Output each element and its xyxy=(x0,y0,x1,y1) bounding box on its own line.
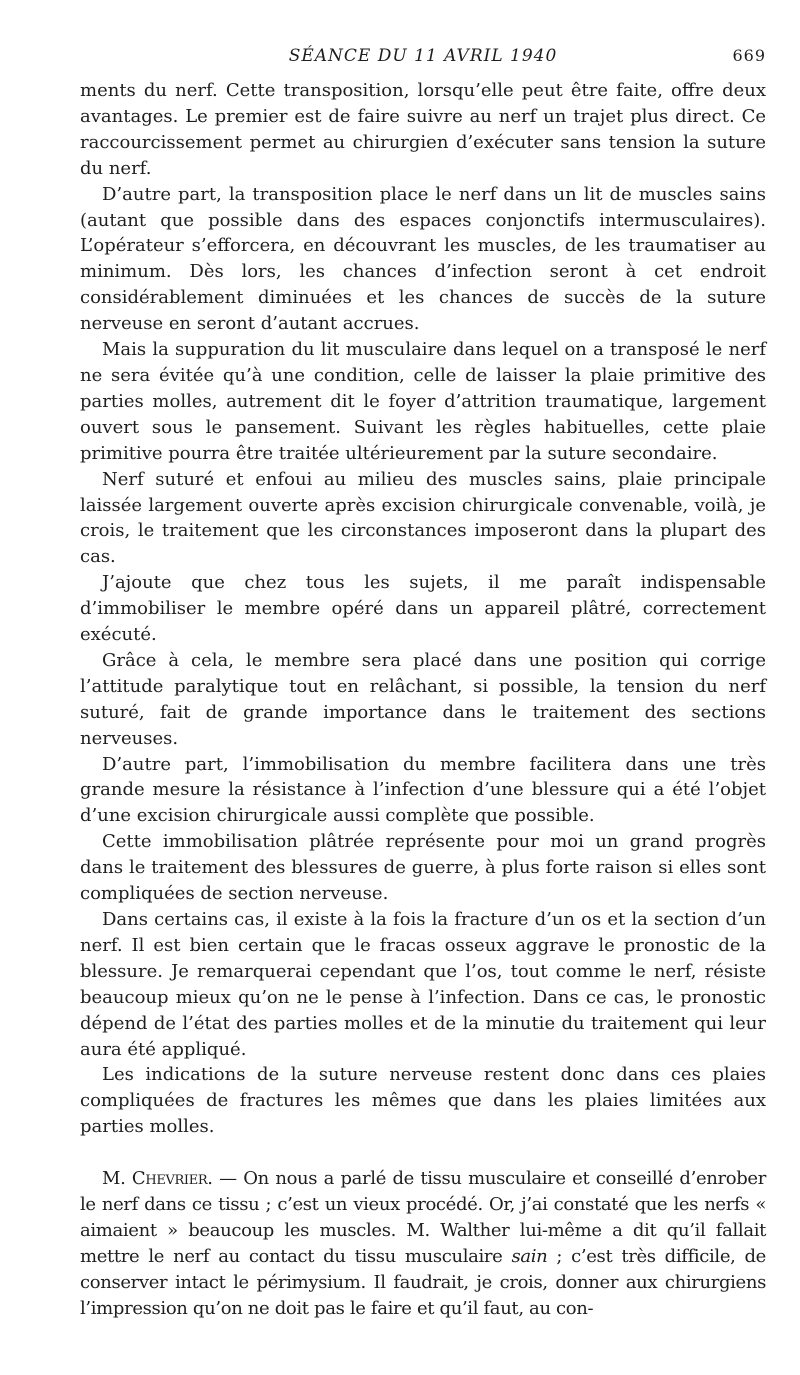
document-page xyxy=(80,36,766,1322)
paragraph: Les indications de la suture nerveuse restent donc dans ces plaies compliquées de fractures les mêmes que dans les plaies limitées aux parties molles. xyxy=(80,1064,766,1138)
paragraph: ments du nerf. Cette transposition, lorsqu’elle peut être faite, offre deux avantages. Le premier est de faire suivre au nerf un trajet plus direct. Ce raccourcissement permet au chirurgien d’exécuter sans tension la suture du nerf. xyxy=(80,80,766,179)
chevrier-text-part-2: ; c’est très difficile, de conserver intact le périmysium. Il faudrait, je crois, donner aux chirurgiens l’impression qu’on ne doit pas le faire et qu’il faut, au con- xyxy=(80,1245,766,1319)
running-title: SÉANCE DU 11 AVRIL 1940 xyxy=(288,46,558,66)
chevrier-text-part-1: — On nous a parlé de tissu musculaire et conseillé d’enrober le nerf dans ce tissu ; c’est un vieux procédé. Or, j’ai constaté que les nerfs « aimaient » beaucoup les muscles. M. Walther lui-même a dit qu’il fallait mettre le nerf au contact du tissu musculaire xyxy=(80,1168,766,1267)
section-spacer xyxy=(80,1140,766,1166)
running-header xyxy=(80,36,766,78)
paragraph: Nerf suturé et enfoui au milieu des muscles sains, plaie principale laissée largement ouverte après excision chirurgicale convenable, voilà, je crois, le traitement que les circonstances imposeront dans la plupart des cas. xyxy=(80,468,766,568)
paragraph: Grâce à cela, le membre sera placé dans une position qui corrige l’attitude paralytique tout en relâchant, si possible, la tension du nerf suturé, fait de grande importance dans le traitement des sections nerveuses. xyxy=(80,649,766,749)
speaker-name: Chevrier. xyxy=(131,1168,213,1190)
paragraph: D’autre part, l’immobilisation du membre facilitera dans une très grande mesure la résistance à l’infection d’une blessure qui a été l’objet d’une excision chirurgicale aussi complète que possible. xyxy=(80,753,766,827)
chevrier-italic-word: sain xyxy=(511,1245,548,1267)
paragraph: D’autre part, la transposition place le nerf dans un lit de muscles sains (autant que possible dans des espaces conjonctifs intermusculaires). L’opérateur s’efforcera, en découvrant les muscles, de les traumatiser au minimum. Dès lors, les chances d’infection seront à cet endroit considérablement diminuées et les chances de succès de la suture nerveuse en seront d’autant accrues. xyxy=(80,183,766,335)
chevrier-paragraph xyxy=(80,1166,766,1321)
body-text xyxy=(80,78,766,1322)
speaker-prefix: M. xyxy=(102,1168,126,1190)
paragraph: J’ajoute que chez tous les sujets, il me paraît indispensable d’immobiliser le membre opéré dans un appareil plâtré, correctement exécuté. xyxy=(80,572,766,646)
page-number: 669 xyxy=(732,46,766,65)
paragraph: Mais la suppuration du lit musculaire dans lequel on a transposé le nerf ne sera évitée qu’à une condition, celle de laisser la plaie primitive des parties molles, autrement dit le foyer d’attrition traumatique, largement ouvert sous le pansement. Suivant les règles habituelles, cette plaie primitive pourra être traitée ultérieurement par la suture secondaire. xyxy=(80,339,766,464)
paragraph: Cette immobilisation plâtrée représente pour moi un grand progrès dans le traitement des blessures de guerre, à plus forte raison si elles sont compliquées de section nerveuse. xyxy=(80,831,766,905)
paragraph: Dans certains cas, il existe à la fois la fracture d’un os et la section d’un nerf. Il est bien certain que le fracas osseux aggrave le pronostic de la blessure. Je remarquerai cependant que l’os, tout comme le nerf, résiste beaucoup mieux qu’on ne le pense à l’infection. Dans ce cas, le pronostic dépend de l’état des parties molles et de la minutie du traitement qui leur aura été appliqué. xyxy=(80,909,766,1060)
